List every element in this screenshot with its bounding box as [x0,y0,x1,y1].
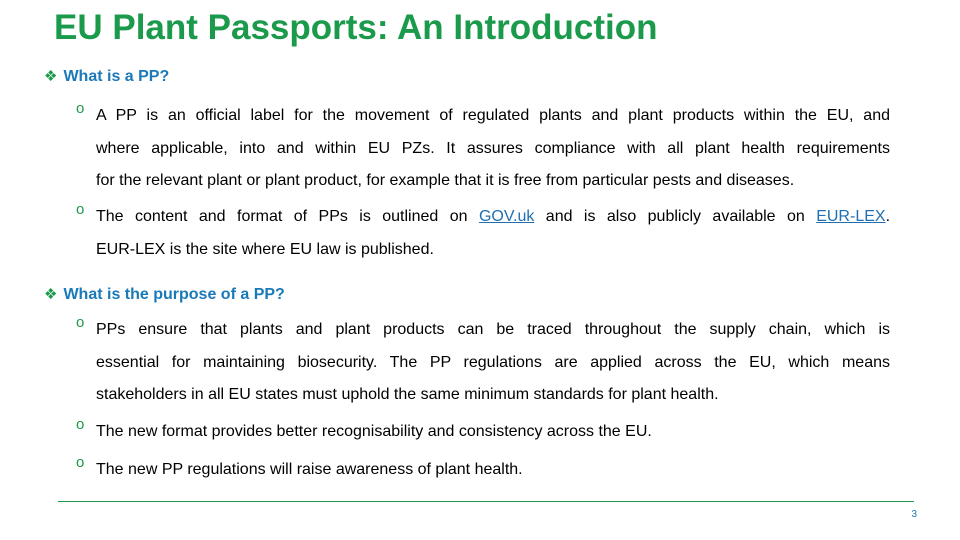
bullet-text: The content and format of PPs is outlined on [96,208,479,225]
bullet-line: The new PP regulations will raise awareness of plant health. [96,461,523,478]
slide-title: EU Plant Passports: An Introduction [54,8,658,47]
section-heading-label: What is the purpose of a PP? [63,286,285,303]
bullet-text: and is also publicly available on [534,208,817,225]
bullet-item [76,416,890,449]
bullet-text: . [885,208,891,225]
diamond-bullet-icon: ❖ [44,286,58,303]
section-heading-label: What is a PP? [63,68,170,85]
circle-bullet-icon: o [76,201,85,218]
bullet-item [76,454,890,487]
circle-bullet-icon: o [76,454,85,471]
bullet-line: stakeholders in all EU states must uphold the same minimum standards for plant health. [96,386,719,403]
bullet-line: for the relevant plant or plant product, for example that it is free from particular pests and diseases. [96,172,795,189]
circle-bullet-icon: o [76,314,85,331]
bullet-line: where applicable, into and within EU PZs. It assures compliance with all plant health requirements [96,139,890,157]
circle-bullet-icon: o [76,100,85,117]
page-number: 3 [911,509,917,520]
bullet-line [96,201,890,234]
diamond-bullet-icon: ❖ [44,68,58,85]
bullet-line: The new format provides better recognisability and consistency across the EU. [96,423,652,440]
eur-lex-link[interactable]: EUR-LEX [816,208,886,225]
bullet-item [76,314,890,412]
bullet-line: PPs ensure that plants and plant products can be traced throughout the supply chain, which is [96,321,890,338]
section-heading-what-is-pp [44,67,169,86]
bullet-item [76,201,890,266]
bullet-line: A PP is an official label for the movement of regulated plants and plant products within the EU, and [96,107,890,124]
bullet-item [76,100,890,198]
gov-uk-link[interactable]: GOV.uk [478,208,535,225]
footer-divider [58,501,914,502]
section-heading-purpose-of-pp [44,285,285,304]
bullet-line: essential for maintaining biosecurity. The PP regulations are applied across the EU, which means [96,353,890,371]
bullet-line: EUR-LEX is the site where EU law is published. [96,240,434,258]
circle-bullet-icon: o [76,416,85,433]
